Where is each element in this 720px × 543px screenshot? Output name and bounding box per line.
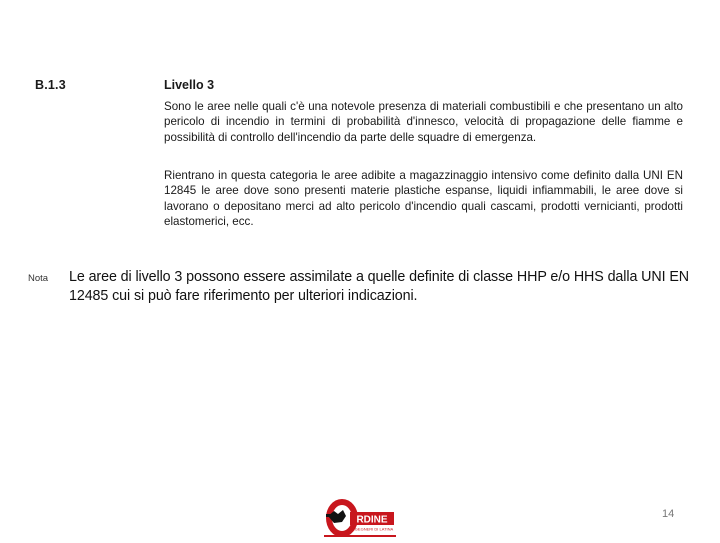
page-number: 14 — [662, 508, 675, 520]
section-paragraph: Sono le aree nelle quali c'è una notevole presenza di materiali combustibili e che presentano un alto pericolo di incendio in termini di probabilità d'innesco, velocità di propagazione delle fiamme e possibilità di controllo dell'incendio da parte delle squadre di emergenza. — [164, 100, 683, 144]
svg-text:RDINE: RDINE — [356, 514, 388, 526]
section-number: B.1.3 — [35, 78, 66, 92]
svg-text:INGEGNERI DI LATINA: INGEGNERI DI LATINA — [350, 526, 394, 532]
section-title: Livello 3 — [164, 78, 215, 92]
note-label: Nota — [28, 273, 49, 284]
section-paragraph: Rientrano in questa categoria le aree adibite a magazzinaggio intensivo come definito dalla UNI EN 12845 le aree dove sono presenti materie plastiche espanse, liquidi infiammabili, le aree dove si lavorano o depositano merci ad alto pericolo d'incendio quali cascami, prodotti vernicianti, prodotti elastomerici, ecc. — [164, 169, 683, 228]
ordine-logo — [322, 494, 398, 538]
note-text: Le aree di livello 3 possono essere assimilate a quelle definite di classe HHP e/o HHS dalla UNI EN 12485 cui si può fare riferimento per ulteriori indicazioni. — [69, 269, 690, 304]
